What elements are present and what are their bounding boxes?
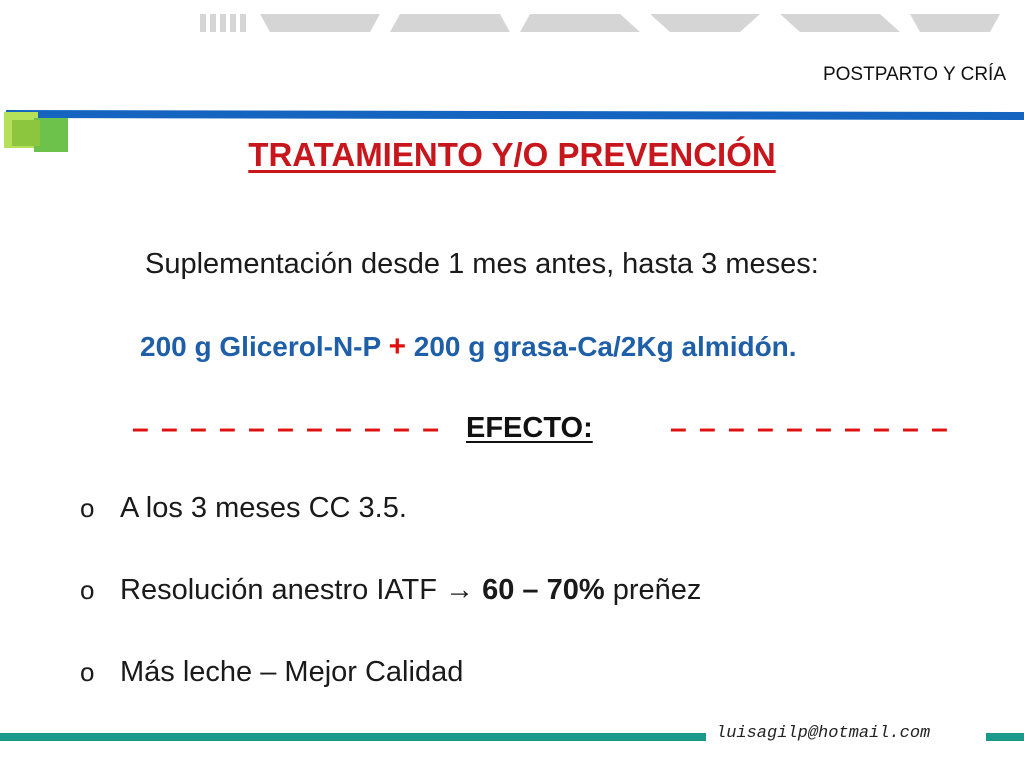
list-item	[80, 656, 701, 738]
bullet-text: Resolución anestro IATF →	[120, 574, 483, 606]
author-email: luisagilp@hotmail.com	[716, 724, 931, 743]
bullet-marker: o	[80, 575, 95, 605]
supplement-formula	[140, 330, 797, 364]
bullet-marker: o	[80, 657, 95, 687]
list-item	[80, 492, 701, 574]
bullet-text: Más leche – Mejor Calidad	[120, 656, 464, 688]
section-label: POSTPARTO Y CRÍA	[822, 64, 1006, 85]
formula-part-1: 200 g Glicerol-N-P	[140, 331, 389, 362]
bullet-bold-value: 60 – 70%	[482, 574, 605, 606]
bullet-marker: o	[80, 493, 95, 523]
list-item	[80, 574, 701, 656]
formula-part-2: 200 g grasa-Ca/2Kg almidón.	[406, 331, 797, 362]
effects-list	[80, 492, 701, 738]
effect-heading-row	[0, 412, 1024, 452]
bullet-text-after: preñez	[604, 574, 702, 606]
effect-label: EFECTO:	[466, 412, 593, 444]
dashes-right: – – – – – – – – – –	[670, 412, 950, 445]
plus-sign: +	[388, 330, 406, 363]
header-divider-bar	[6, 108, 1024, 122]
supplement-intro: Suplementación desde 1 mes antes, hasta 3 meses:	[145, 248, 819, 280]
dashes-left: – – – – – – – – – – –	[132, 412, 441, 445]
header-decoration	[200, 10, 1010, 34]
bullet-text: A los 3 meses CC 3.5.	[120, 492, 407, 524]
slide-title: TRATAMIENTO Y/O PREVENCIÓN	[248, 136, 776, 173]
